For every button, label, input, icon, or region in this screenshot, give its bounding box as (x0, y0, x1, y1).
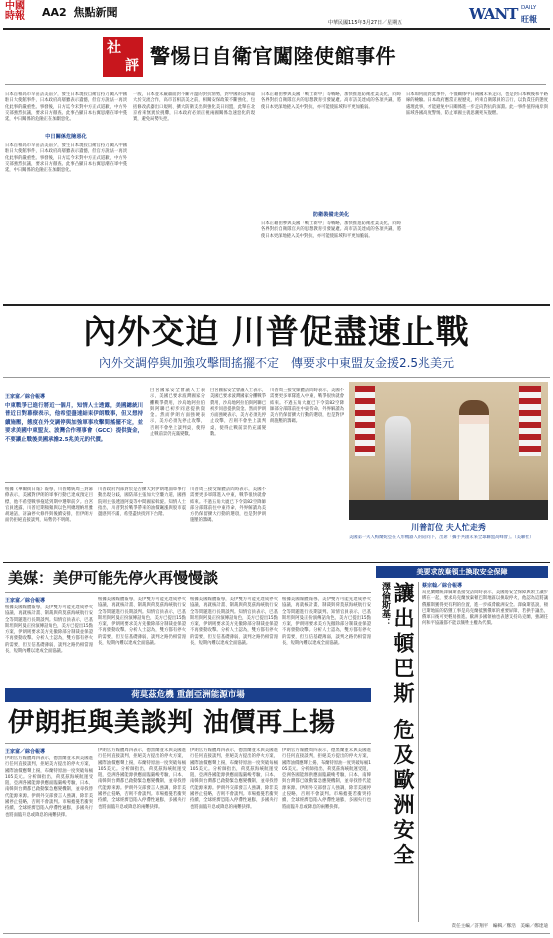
editorial-col-2: 一般，日本並未嚴肅面對不斷升溫的對抗情勢，對中國的忌憚遠大於交流合作，高市首相訪美之前，相關安保政策不斷強化，包括修改武器出口規則、擴大防衛支出與強化美日同盟，此舉在北京看來無異於挑釁，日本政府必須正視兩國關係急速惡化的現實，避免局勢失控。 (133, 92, 255, 123)
editorial-col-1b: 日本首相高市早苗訪美前夕，發生日本現役自衛官持刀闖入中國駐日大使館事件，日本政府高層雖表示遺憾，但官方說法一再淡化此事的嚴重性。事發後，日方迄今未對中方正式道歉，中方外交部強烈抗議，要求日方徹查。此事凸顯日本右翼思潮在軍中蔓延，中日關係的危險正在加劇惡化。 (5, 143, 127, 174)
section-name: 焦點新聞 (73, 6, 118, 19)
editorial-subhead-1: 中日關係危險惡化 (45, 134, 87, 140)
story3-reporter: 王家富／綜合報導 (5, 749, 46, 755)
robot-figure (385, 416, 411, 508)
editorial-badge (103, 37, 143, 77)
want-big: WANT (469, 5, 518, 23)
main-lead: 中東戰爭已進行將近一個月，知情人士透露，美國總統川普近日對幕僚表示，他希望盡速結束伊朗戰事，但又想持續施壓，態度在外交調停與加強軍事攻擊間搖擺不定，並要求美國中東盟友、波灣合作理事會（GCC）提供資金，不要讓止戰後美國承擔2.5兆美元的代價。 (5, 403, 143, 443)
editorial-col-4: 日本如何面對此事件，不僅關係中日兩國未來走向，也是對日本戰後和平路線的檢驗。日本政府應當正視歷史，約束自衛隊員的言行，以負責任的態度處理此事，才能避免中日關係進一步走向對抗的深淵。此一事件值得兩岸與區域各國高度警惕，防止軍國主義思潮死灰復燃。 (406, 92, 548, 116)
logo (5, 2, 35, 24)
section-rule-1 (3, 304, 550, 306)
story2-rule (5, 592, 371, 593)
main-col-1: 根據《華爾街日報》報導，川普總統周三對幕僚表示，美國對伊朗的軍事行動已達成預定目標，他不希望戰事拖延到期中選舉前夕。白宮官員透露，川普近期頻頻與以色列總理納坦雅胡通話，討論停火條件與後續安排，但伊朗方面仍拒絕直接談判，局勢仍不明朗。 (5, 487, 93, 524)
editorial-subhead-2: 防衛裝備走美化 (312, 212, 350, 218)
main-col-6: 川普周三接受媒體訪問時表示，美國不需要更多軍隊進入中東，戰爭很快就會結束。不過五角大廈已下令第82空降師部分部隊前往中東待命，外界解讀為美方仍保留擴大行動的選項，也是對伊朗施壓的籌碼。 (270, 388, 344, 425)
photo-caption: 美國第一夫人梅蘭妮亞在人形機器人的陪同下，出席「攜手共創未來全球聯盟高峰會」。（美聯社） (349, 535, 534, 540)
editorial-col-3b: 日本正藉由參與美國「戰士新中」等戰略，加快推進防衛產業美化，同時各界對於自衛隊官兵的思想教育引發疑慮。高市訪美達成的各項共識，將使日本更深地捲入美中對抗，亦可能使區域和平更加脆弱。 (261, 221, 401, 239)
logo-bottom: 時報 (5, 11, 25, 22)
story2-col-1: 根據美國媒體報導，美伊雙方可能先達成停火協議，再就核計畫、制裁與荷莫茲海峽航行安全等問題進行長期談判。知情官員表示，巴基斯坦與阿曼正扮演傳話角色，美方已提出15點方案，伊朗則要求美方先撤除部分制裁並保證不再發動攻擊。分析人士認為，雙方都有停火的需要，但互信基礎薄弱，談判之路仍相當漫長，短期內難以達成全面協議。 (5, 605, 93, 655)
sidebar-reporter: 蔡宗翰／綜合報導 (422, 583, 463, 589)
story3-headline: 伊朗拒與美談判 油價再上揚 (8, 708, 336, 738)
want-cn: 旺報 (521, 15, 537, 24)
news-photo (349, 382, 548, 520)
audience-row (349, 500, 548, 520)
story2-col-3: 根據美國媒體報導，美伊雙方可能先達成停火協議，再就核計畫、制裁與荷莫茲海峽航行安全等問題進行長期談判。知情官員表示，巴基斯坦與阿曼正扮演傳話角色，美方已提出15點方案，伊朗則要求美方先撤除部分制裁並保證不再發動攻擊。分析人士認為，雙方都有停火的需要，但互信基礎薄弱，談判之路仍相當漫長，短期內難以達成全面協議。 (190, 597, 278, 647)
masthead-rule (3, 28, 550, 30)
story2-col-4: 根據美國媒體報導，美伊雙方可能先達成停火協議，再就核計畫、制裁與荷莫茲海峽航行安全等問題進行長期談判。知情官員表示，巴基斯坦與阿曼正扮演傳話角色，美方已提出15點方案，伊朗則要求美方先撤除部分制裁並保證不再發動攻擊。分析人士認為，雙方都有停火的需要，但互信基礎薄弱，談判之路仍相當漫長，短期內難以達成全面協議。 (282, 597, 371, 647)
story2-reporter: 王家富／綜合報導 (5, 598, 46, 604)
editorial-title: 警惕日自衛官闖陸使館事件 (150, 44, 396, 68)
section-rule-2 (3, 562, 550, 563)
story2-headline: 美媒：美伊可能先停火再慢慢談 (8, 569, 219, 587)
photo-title: 川普訂位 夫人忙走秀 (411, 523, 486, 532)
sidebar-label: 澤倫斯基： (380, 582, 390, 627)
main-reporter: 王家富／綜合報導 (5, 394, 46, 400)
editorial-col-3: 日本正藉由參與美國「戰士新中」等戰略，加快推進防衛產業美化，同時各界對於自衛隊官兵的思想教育引發疑慮。高市訪美達成的各項共識，將使日本更深地捲入美中對抗，亦可能使區域和平更加脆弱。 (261, 92, 401, 110)
sidebar-body: 烏克蘭總統澤倫斯基接受訪問時表示，美國將安全保障與領土讓步綁在一起，要求烏克蘭放棄頓巴斯地區以換取停火，他認為這將讓俄羅斯獲得更有利的位置，進一步威脅歐洲安全。澤倫斯基說，頓巴斯地區的防禦工事是烏克蘭抵禦俄軍的重要屏障，若拱手讓出，俄軍日後可更輕易推進。歐洲多國領袖也表態支持烏克蘭，強調任何和平協議都不能以犧牲主權為代價。 (422, 590, 548, 627)
bottom-rule (3, 933, 550, 934)
page-credit: 責任主編／許翔平 編輯／鄭浩 美編／鄭達迪 (451, 924, 548, 929)
sidebar-divider (418, 582, 419, 922)
sidebar-quote: 讓出頓巴斯 危及歐洲安全 (391, 582, 415, 869)
main-col-5: 白宮國家安全會議人士表示，美國已要求波灣國家分攤戰爭費用，沙烏地阿拉伯與阿聯已初步同意提供資金。然而伊朗方面強硬表示，美方必須先停止攻擊，否則不會坐上談判桌，使得止戰前景仍充滿變數。 (210, 388, 266, 438)
main-col-4: 川普周三接受媒體訪問時表示，美國不需要更多軍隊進入中東，戰爭很快就會結束。不過五角大廈已下令第82空降師部分部隊前往中東待命，外界解讀為美方仍保留擴大行動的選項，也是對伊朗施壓的籌碼。 (190, 487, 266, 524)
story3-col-2: 伊朗官方媒體周四表示，德黑蘭並未與美國進行任何直接談判，拒絕美方提出的停火方案，國際油價應聲上揚，布蘭特原油一度突破每桶105美元。分析師指出，荷莫茲海峽航運受阻，亞洲各國能源供應面臨嚴峻考驗，日本、南韓與台灣都已啟動緊急應變機制，並尋找替代能源來源。伊朗外交部發言人強調，除非美國停止侵略，否則不會談判。市場擔憂若衝突持續，全球經濟恐陷入停滯性通膨，多國央行也將面臨升息或降息的兩難抉擇。 (98, 748, 186, 810)
story3-kicker: 荷莫茲危機 重創亞洲能源市場 (131, 690, 245, 700)
logo-top: 中國 (5, 1, 25, 12)
story3-col-3: 伊朗官方媒體周四表示，德黑蘭並未與美國進行任何直接談判，拒絕美方提出的停火方案，國際油價應聲上揚，布蘭特原油一度突破每桶105美元。分析師指出，荷莫茲海峽航運受阻，亞洲各國能源供應面臨嚴峻考驗，日本、南韓與台灣都已啟動緊急應變機制，並尋找替代能源來源。伊朗外交部發言人強調，除非美國停止侵略，否則不會談判。市場擔憂若衝突持續，全球經濟恐陷入停滯性通膨，多國央行也將面臨升息或降息的兩難抉擇。 (190, 748, 278, 810)
woman-figure (459, 400, 489, 508)
main-headline: 內外交迫 川普促盡速止戰 (83, 312, 470, 351)
main-lead-rule (5, 482, 143, 483)
story3-col-1: 伊朗官方媒體周四表示，德黑蘭並未與美國進行任何直接談判，拒絕美方提出的停火方案，國際油價應聲上揚，布蘭特原油一度突破每桶105美元。分析師指出，荷莫茲海峽航運受阻，亞洲各國能源供應面臨嚴峻考驗，日本、南韓與台灣都已啟動緊急應變機制，並尋找替代能源來源。伊朗外交部發言人強調，除非美國停止侵略，否則不會談判。市場擔憂若衝突持續，全球經濟恐陷入停滯性通膨，多國央行也將面臨升息或降息的兩難抉擇。 (5, 756, 93, 818)
sidebar-kicker: 美要求放棄領土換取安全保障 (416, 568, 508, 576)
want-daily: DAILY (521, 5, 537, 11)
badge-char-2: 評 (125, 58, 139, 74)
flag-left (355, 386, 375, 456)
badge-char-1: 社 (107, 40, 121, 56)
want-daily-logo (469, 2, 551, 28)
story3-rule (5, 743, 371, 744)
story2-col-2: 根據美國媒體報導，美伊雙方可能先達成停火協議，再就核計畫、制裁與荷莫茲海峽航行安全等問題進行長期談判。知情官員表示，巴基斯坦與阿曼正扮演傳話角色，美方已提出15點方案，伊朗則要求美方先撤除部分制裁並保證不再發動攻擊。分析人士認為，雙方都有停火的需要，但互信基礎薄弱，談判之路仍相當漫長，短期內難以達成全面協議。 (98, 597, 186, 647)
editorial-col-1: 日本首相高市早苗訪美前夕，發生日本現役自衛官持刀闖入中國駐日大使館事件，日本政府高層雖表示遺憾，但官方說法一再淡化此事的嚴重性。事發後，日方迄今未對中方正式道歉，中方外交部強烈抗議，要求日方徹查。此事凸顯日本右翼思潮在軍中蔓延，中日關係的危險正在加劇惡化。 (5, 92, 127, 123)
page-label (42, 6, 118, 19)
main-lead-box (5, 402, 143, 479)
story3-col-4: 伊朗官方媒體周四表示，德黑蘭並未與美國進行任何直接談判，拒絕美方提出的停火方案，國際油價應聲上揚，布蘭特原油一度突破每桶105美元。分析師指出，荷莫茲海峽航運受阻，亞洲各國能源供應面臨嚴峻考驗，日本、南韓與台灣都已啟動緊急應變機制，並尋找替代能源來源。伊朗外交部發言人強調，除非美國停止侵略，否則不會談判。市場擔憂若衝突持續，全球經濟恐陷入停滯性通膨，多國央行也將面臨升息或降息的兩難抉擇。 (282, 748, 371, 810)
issue-date: 中華民國115年3月27日／星期五 (328, 20, 403, 26)
main-subhead-rule (3, 377, 550, 378)
editorial-title-rule (5, 84, 546, 85)
page-number: AA2 (42, 6, 67, 19)
flag-right (519, 386, 541, 456)
main-subhead: 內外交調停與加強攻擊間搖擺不定 傳要求中東盟友金援2.5兆美元 (98, 356, 455, 370)
main-col-3: 白宮國家安全會議人士表示，美國已要求波灣國家分攤戰爭費用，沙烏地阿拉伯與阿聯已初步同意提供資金。然而伊朗方面強硬表示，美方必須先停止攻擊，否則不會坐上談判桌，使得止戰前景仍充滿變數。 (150, 388, 205, 438)
main-col-2: 川普政府內部對於是否擴大對伊朗地面軍事行動出現分歧，國防部主張加大空襲力道，國務院則主張透過阿曼等中間國家斡旋。知情人士指出，川普對於戰爭帶來的油價飆漲與股市震盪感到不滿，希望盡快找到下台階。 (98, 487, 186, 518)
